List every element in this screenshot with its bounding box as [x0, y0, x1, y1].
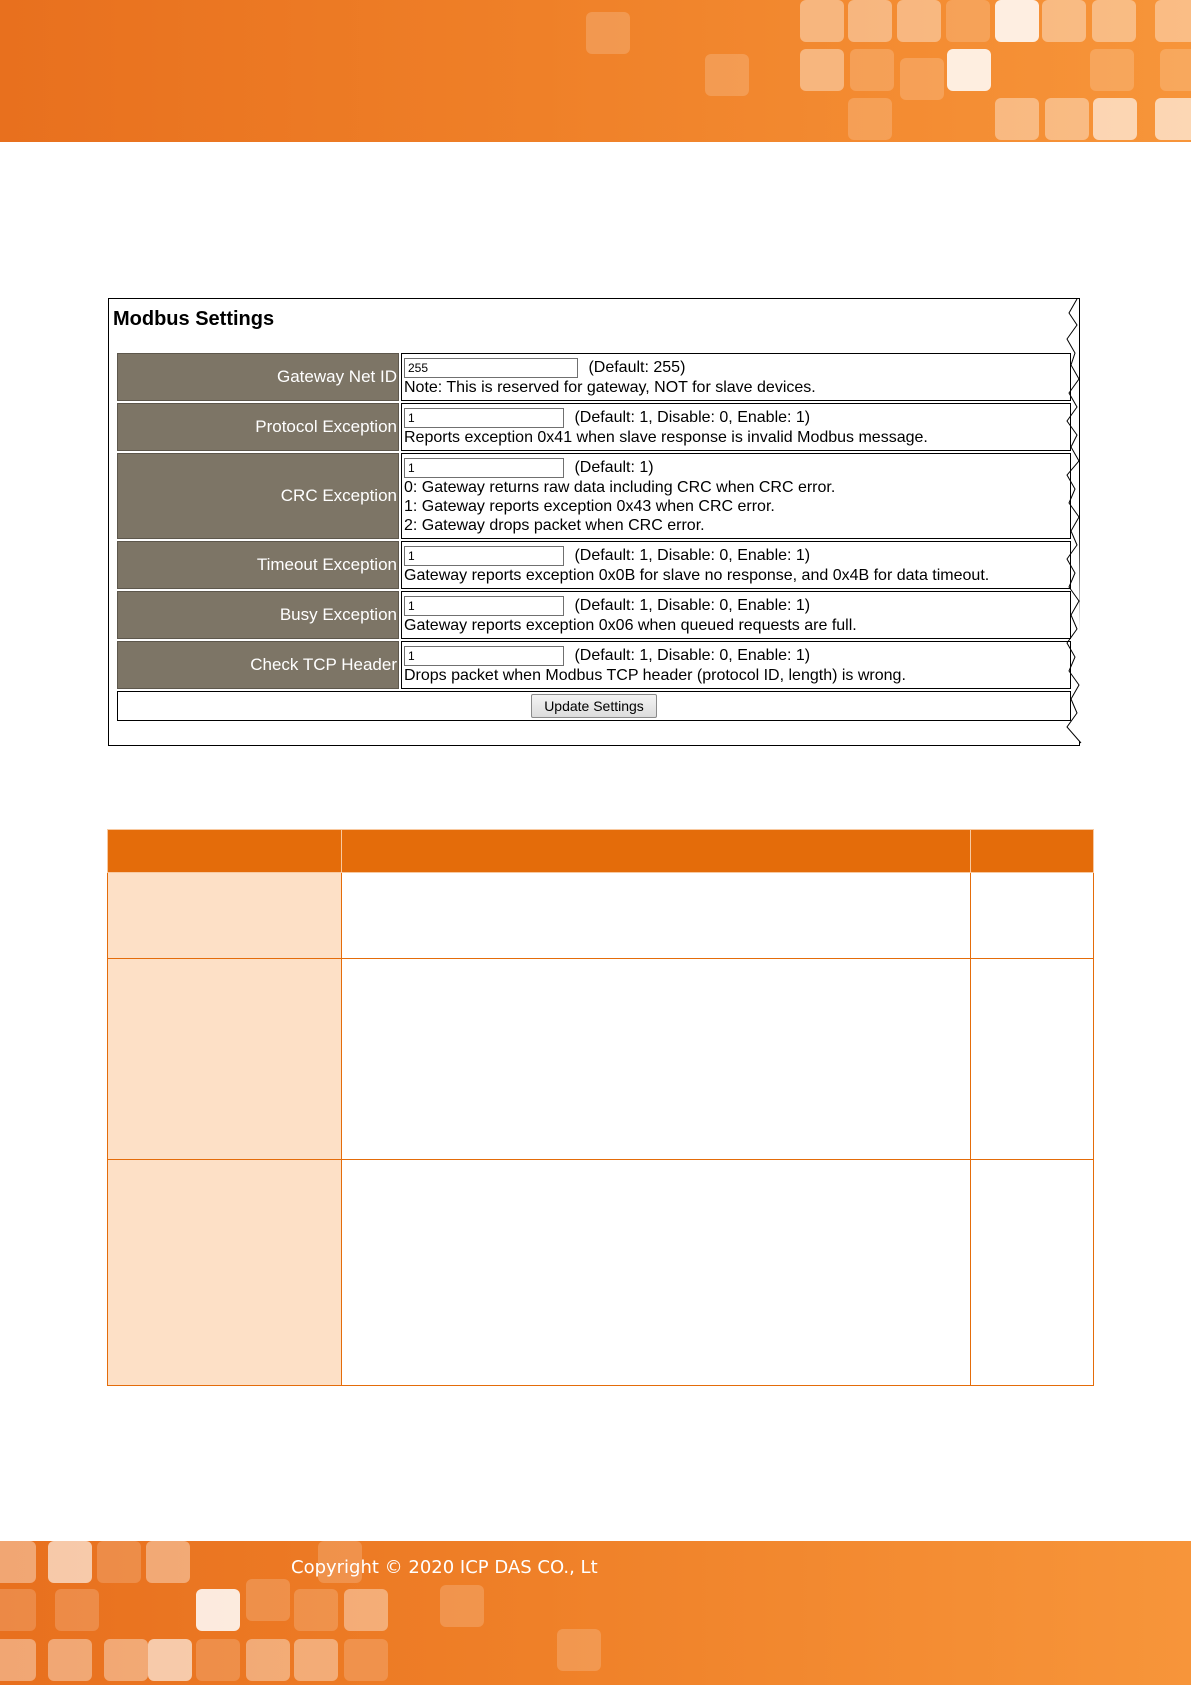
row-value-cell	[401, 453, 1071, 539]
banner-tile	[97, 1541, 141, 1583]
banner-tile	[586, 12, 630, 54]
table-header-row	[108, 830, 1094, 873]
row-note: 1: Gateway reports exception 0x43 when CRC error.	[404, 497, 775, 515]
banner-tile	[246, 1639, 290, 1681]
banner-tile	[946, 0, 990, 42]
banner-tile	[1090, 49, 1134, 91]
table-cell	[108, 1160, 342, 1386]
banner-tile	[848, 0, 892, 42]
default-hint: (Default: 255)	[588, 358, 686, 376]
settings-table	[115, 351, 1073, 723]
banner-tile	[1160, 49, 1191, 91]
gateway-net-id-input[interactable]	[404, 358, 578, 378]
row-label: Gateway Net ID	[117, 353, 399, 401]
banner-tile	[995, 98, 1039, 140]
table-cell	[971, 873, 1094, 959]
banner-tile	[246, 1579, 290, 1621]
row-note: Gateway reports exception 0x06 when queued requests are full.	[404, 616, 857, 634]
banner-tile	[995, 0, 1039, 42]
banner-tile	[0, 1541, 36, 1583]
banner-tile	[1045, 98, 1089, 140]
row-value-cell	[401, 541, 1071, 589]
banner-tile	[0, 1589, 36, 1631]
banner-tile	[897, 0, 941, 42]
banner-tile	[900, 58, 944, 100]
banner-tile	[800, 49, 844, 91]
banner-tile	[294, 1639, 338, 1681]
row-value-cell	[401, 591, 1071, 639]
banner-tile	[344, 1589, 388, 1631]
row-note: Reports exception 0x41 when slave response is invalid Modbus message.	[404, 428, 928, 446]
banner-tile	[705, 54, 749, 96]
table-row	[108, 873, 1094, 959]
row-value-cell	[401, 641, 1071, 689]
crc-exception-input[interactable]	[404, 458, 564, 478]
banner-tile	[104, 1639, 148, 1681]
settings-row-busy-exception	[117, 591, 1071, 639]
row-note: Drops packet when Modbus TCP header (protocol ID, length) is wrong.	[404, 666, 906, 684]
row-value-cell	[401, 403, 1071, 451]
row-label: Check TCP Header	[117, 641, 399, 689]
table-row	[108, 959, 1094, 1160]
banner-tile	[440, 1585, 484, 1627]
description-table	[107, 829, 1094, 1386]
banner-tile	[557, 1629, 601, 1671]
banner-tile	[294, 1589, 338, 1631]
table-cell	[971, 1160, 1094, 1386]
table-header-cell	[108, 830, 342, 873]
default-hint: (Default: 1, Disable: 0, Enable: 1)	[574, 546, 811, 564]
banner-tile	[1155, 0, 1191, 42]
row-label: Busy Exception	[117, 591, 399, 639]
banner-tile	[196, 1639, 240, 1681]
settings-row-protocol-exception	[117, 403, 1071, 451]
banner-tile	[48, 1639, 92, 1681]
row-value-cell	[401, 353, 1071, 401]
default-hint: (Default: 1, Disable: 0, Enable: 1)	[574, 408, 811, 426]
settings-row-gateway-net-id	[117, 353, 1071, 401]
banner-tile	[344, 1639, 388, 1681]
default-hint: (Default: 1)	[574, 458, 654, 476]
table-cell	[108, 959, 342, 1160]
check-tcp-header-input[interactable]	[404, 646, 564, 666]
table-cell	[108, 873, 342, 959]
banner-tile	[55, 1589, 99, 1631]
protocol-exception-input[interactable]	[404, 408, 564, 428]
table-header-cell	[342, 830, 971, 873]
banner-tile	[0, 1639, 36, 1681]
row-label: Protocol Exception	[117, 403, 399, 451]
settings-row-timeout-exception	[117, 541, 1071, 589]
banner-tile	[148, 1639, 192, 1681]
banner-tile	[1155, 98, 1191, 140]
banner-tile	[1093, 98, 1137, 140]
banner-tile	[850, 49, 894, 91]
row-note: 0: Gateway returns raw data including CRC when CRC error.	[404, 478, 836, 496]
row-label: CRC Exception	[117, 453, 399, 539]
settings-row-crc-exception	[117, 453, 1071, 539]
settings-row-check-tcp-header	[117, 641, 1071, 689]
settings-row-update	[117, 691, 1071, 721]
timeout-exception-input[interactable]	[404, 546, 564, 566]
table-row	[108, 1160, 1094, 1386]
busy-exception-input[interactable]	[404, 596, 564, 616]
default-hint: (Default: 1, Disable: 0, Enable: 1)	[574, 596, 811, 614]
banner-tile	[48, 1541, 92, 1583]
table-cell	[342, 1160, 971, 1386]
table-cell	[342, 873, 971, 959]
panel-title: Modbus Settings	[113, 308, 275, 330]
banner-tile	[146, 1541, 190, 1583]
banner-tile	[848, 98, 892, 140]
banner-tile	[947, 49, 991, 91]
copyright-text: Copyright © 2020 ICP DAS CO., Lt	[291, 1557, 598, 1578]
row-label: Timeout Exception	[117, 541, 399, 589]
modbus-settings-panel	[108, 298, 1080, 746]
update-cell	[117, 691, 1071, 721]
table-header-cell	[971, 830, 1094, 873]
row-note: Gateway reports exception 0x0B for slave no response, and 0x4B for data timeout.	[404, 566, 990, 584]
header-banner	[0, 0, 1191, 142]
table-cell	[342, 959, 971, 1160]
banner-tile	[1042, 0, 1086, 42]
default-hint: (Default: 1, Disable: 0, Enable: 1)	[574, 646, 811, 664]
banner-tile	[196, 1589, 240, 1631]
banner-tile	[1092, 0, 1136, 42]
row-note: Note: This is reserved for gateway, NOT for slave devices.	[404, 378, 816, 396]
update-settings-button[interactable]: Update Settings	[531, 694, 657, 718]
banner-tile	[800, 0, 844, 42]
table-cell	[971, 959, 1094, 1160]
row-note: 2: Gateway drops packet when CRC error.	[404, 516, 705, 534]
